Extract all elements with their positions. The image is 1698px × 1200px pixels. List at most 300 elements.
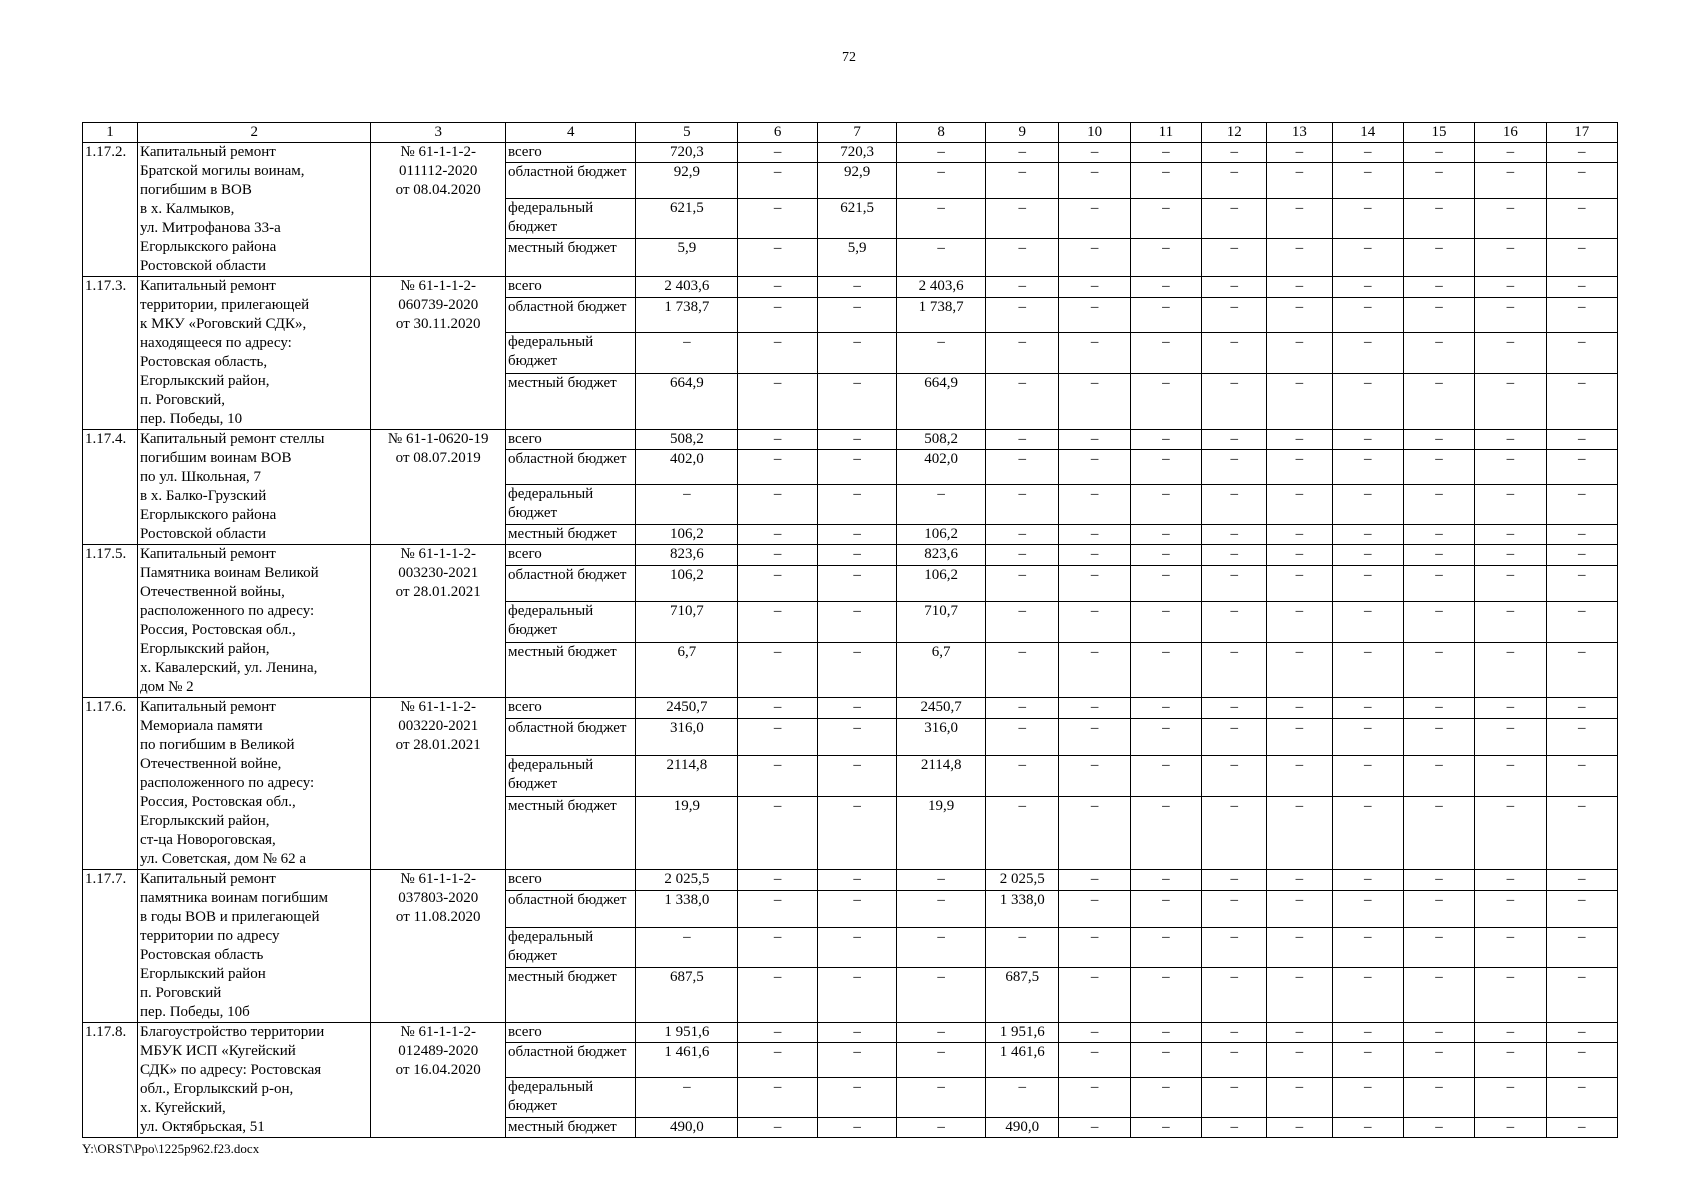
table-row	[83, 143, 1618, 163]
amount-cell: –	[1403, 1043, 1474, 1078]
amount-cell: –	[1059, 643, 1130, 698]
funding-source: местный бюджет	[505, 524, 635, 544]
amount-cell: –	[738, 719, 818, 756]
amount-cell: –	[1546, 373, 1617, 429]
amount-cell: –	[1546, 199, 1617, 239]
amount-cell: –	[1267, 450, 1332, 485]
amount-cell: –	[986, 797, 1059, 870]
object-name-line: Отечественной войны,	[140, 584, 285, 600]
document-reference-line: № 61-1-0620-19	[387, 431, 489, 447]
object-name-line: Памятника воинам Великой	[140, 565, 319, 581]
document-reference-line: от 30.11.2020	[395, 316, 481, 332]
amount-cell: –	[1059, 797, 1130, 870]
object-name-line: Капитальный ремонт	[140, 871, 276, 887]
amount-cell: –	[1130, 239, 1201, 277]
amount-cell: –	[1059, 756, 1130, 797]
amount-cell: –	[1475, 163, 1546, 199]
amount-cell: –	[897, 927, 986, 968]
amount-cell: –	[1546, 890, 1617, 927]
table-row	[83, 1023, 1618, 1043]
object-name-line: по погибшим в Великой	[140, 737, 295, 753]
amount-cell: –	[1332, 373, 1403, 429]
amount-cell: –	[1059, 545, 1130, 566]
amount-cell: –	[897, 968, 986, 1023]
amount-cell: –	[817, 1023, 897, 1043]
amount-cell: –	[1267, 890, 1332, 927]
amount-cell: –	[738, 566, 818, 602]
amount-cell: –	[738, 430, 818, 450]
amount-cell: –	[817, 756, 897, 797]
document-reference	[371, 277, 506, 430]
amount-cell: –	[1202, 566, 1267, 602]
funding-source: местный бюджет	[505, 797, 635, 870]
amount-cell: –	[817, 601, 897, 642]
amount-cell: 823,6	[897, 545, 986, 566]
amount-cell: –	[986, 199, 1059, 239]
header-cell: 9	[986, 123, 1059, 143]
funding-source: местный бюджет	[505, 239, 635, 277]
amount-cell: –	[1267, 1023, 1332, 1043]
amount-cell: –	[1267, 199, 1332, 239]
amount-cell: –	[817, 698, 897, 719]
amount-cell: –	[1202, 524, 1267, 544]
object-name-line: Капитальный ремонт	[140, 144, 276, 160]
amount-cell: 1 738,7	[897, 297, 986, 333]
amount-cell: –	[817, 545, 897, 566]
header-cell: 15	[1403, 123, 1474, 143]
amount-cell: –	[1403, 890, 1474, 927]
amount-cell: –	[1130, 1078, 1201, 1117]
amount-cell: 106,2	[636, 524, 738, 544]
amount-cell: –	[986, 1078, 1059, 1117]
amount-cell: –	[986, 450, 1059, 485]
amount-cell: –	[738, 1043, 818, 1078]
document-reference-line: от 08.04.2020	[395, 182, 481, 198]
amount-cell: –	[1267, 870, 1332, 891]
amount-cell: –	[986, 601, 1059, 642]
amount-cell: –	[1267, 927, 1332, 968]
amount-cell: –	[1332, 890, 1403, 927]
amount-cell: –	[817, 797, 897, 870]
object-name-line: в годы ВОВ и прилегающей	[140, 909, 320, 925]
object-name-line: в х. Калмыков,	[140, 201, 235, 217]
object-name-line: Ростовской области	[140, 258, 266, 274]
amount-cell: –	[1403, 698, 1474, 719]
amount-cell: –	[1546, 297, 1617, 333]
document-reference-line: от 11.08.2020	[395, 909, 481, 925]
object-name-line: Капитальный ремонт стеллы	[140, 431, 325, 447]
funding-source: федеральный бюджет	[505, 333, 635, 373]
amount-cell: –	[1130, 719, 1201, 756]
object-name-line: п. Роговский,	[140, 392, 226, 408]
amount-cell: –	[1059, 333, 1130, 373]
amount-cell: –	[1403, 968, 1474, 1023]
amount-cell: –	[817, 643, 897, 698]
document-reference-line: № 61-1-1-2-	[400, 871, 476, 887]
funding-source: областной бюджет	[505, 163, 635, 199]
object-name-line: обл., Егорлыкский р-он,	[140, 1081, 294, 1097]
amount-cell: –	[1059, 430, 1130, 450]
amount-cell: –	[817, 524, 897, 544]
amount-cell: –	[738, 890, 818, 927]
amount-cell: –	[897, 333, 986, 373]
document-reference-line: № 61-1-1-2-	[400, 699, 476, 715]
amount-cell: –	[1546, 1043, 1617, 1078]
amount-cell: –	[1059, 890, 1130, 927]
document-reference-line: 011112-2020	[399, 163, 478, 179]
item-number: 1.17.5.	[83, 545, 138, 698]
object-name-line: ул. Советская, дом № 62 а	[140, 851, 307, 867]
amount-cell: 720,3	[636, 143, 738, 163]
object-name	[138, 698, 371, 870]
amount-cell: 316,0	[897, 719, 986, 756]
amount-cell: –	[986, 927, 1059, 968]
amount-cell: –	[1267, 698, 1332, 719]
object-name-line: ст-ца Новороговская,	[140, 832, 276, 848]
amount-cell: –	[738, 373, 818, 429]
amount-cell: –	[1267, 756, 1332, 797]
object-name-line: п. Роговский	[140, 985, 222, 1001]
funding-source: федеральный бюджет	[505, 199, 635, 239]
funding-source: областной бюджет	[505, 450, 635, 485]
amount-cell: –	[1130, 870, 1201, 891]
header-cell: 3	[371, 123, 506, 143]
document-reference-line: 003230-2021	[398, 565, 479, 581]
amount-cell: –	[1202, 239, 1267, 277]
amount-cell: –	[1202, 1023, 1267, 1043]
amount-cell: –	[738, 199, 818, 239]
amount-cell: –	[636, 333, 738, 373]
object-name-line: Ростовская область,	[140, 354, 268, 370]
amount-cell: –	[1475, 333, 1546, 373]
amount-cell: –	[897, 870, 986, 891]
object-name-line: Капитальный ремонт	[140, 546, 276, 562]
amount-cell: –	[986, 566, 1059, 602]
funding-source: всего	[505, 545, 635, 566]
amount-cell: –	[1403, 870, 1474, 891]
amount-cell: –	[738, 1078, 818, 1117]
amount-cell: 1 461,6	[986, 1043, 1059, 1078]
amount-cell: 490,0	[636, 1117, 738, 1137]
document-reference	[371, 1023, 506, 1138]
amount-cell: –	[817, 485, 897, 524]
object-name-line: к МКУ «Роговский СДК»,	[140, 316, 307, 332]
object-name-line: Ростовская область	[140, 947, 264, 963]
amount-cell: –	[738, 485, 818, 524]
amount-cell: 710,7	[636, 601, 738, 642]
amount-cell: –	[817, 277, 897, 298]
object-name-line: Россия, Ростовская обл.,	[140, 794, 296, 810]
amount-cell: –	[986, 297, 1059, 333]
amount-cell: –	[1059, 373, 1130, 429]
object-name	[138, 143, 371, 277]
amount-cell: –	[1403, 199, 1474, 239]
object-name-line: пер. Победы, 10	[140, 411, 243, 427]
document-reference-line: от 28.01.2021	[395, 737, 481, 753]
amount-cell: –	[1267, 545, 1332, 566]
amount-cell: 1 951,6	[986, 1023, 1059, 1043]
amount-cell: –	[897, 163, 986, 199]
amount-cell: –	[1332, 756, 1403, 797]
amount-cell: –	[1059, 698, 1130, 719]
funding-source: областной бюджет	[505, 297, 635, 333]
header-cell: 1	[83, 123, 138, 143]
amount-cell: –	[986, 333, 1059, 373]
amount-cell: –	[1403, 719, 1474, 756]
amount-cell: –	[1546, 601, 1617, 642]
amount-cell: –	[738, 1117, 818, 1137]
amount-cell: –	[1475, 1117, 1546, 1137]
object-name-line: пер. Победы, 10б	[140, 1004, 250, 1020]
amount-cell: –	[1130, 566, 1201, 602]
amount-cell: –	[1546, 545, 1617, 566]
amount-cell: –	[1202, 890, 1267, 927]
amount-cell: –	[1202, 430, 1267, 450]
amount-cell: –	[1059, 1078, 1130, 1117]
amount-cell: –	[1267, 373, 1332, 429]
amount-cell: –	[1202, 870, 1267, 891]
amount-cell: –	[738, 797, 818, 870]
document-reference	[371, 430, 506, 545]
amount-cell: –	[738, 968, 818, 1023]
amount-cell: –	[1332, 485, 1403, 524]
amount-cell: –	[1475, 450, 1546, 485]
object-name-line: ул. Митрофанова 33-а	[140, 220, 281, 236]
amount-cell: 2 403,6	[636, 277, 738, 298]
object-name-line: Капитальный ремонт	[140, 699, 276, 715]
amount-cell: –	[817, 450, 897, 485]
amount-cell: –	[1403, 297, 1474, 333]
table-row	[83, 870, 1618, 891]
amount-cell: –	[1403, 1117, 1474, 1137]
amount-cell: –	[636, 485, 738, 524]
amount-cell: –	[1059, 485, 1130, 524]
amount-cell: –	[1202, 545, 1267, 566]
amount-cell: –	[1267, 566, 1332, 602]
amount-cell: –	[986, 239, 1059, 277]
amount-cell: –	[1546, 756, 1617, 797]
document-reference-line: от 08.07.2019	[395, 450, 481, 466]
amount-cell: –	[1202, 333, 1267, 373]
amount-cell: 508,2	[897, 430, 986, 450]
amount-cell: –	[1475, 643, 1546, 698]
amount-cell: –	[1546, 524, 1617, 544]
amount-cell: –	[1059, 297, 1130, 333]
amount-cell: –	[1130, 485, 1201, 524]
amount-cell: –	[1059, 524, 1130, 544]
header-cell: 12	[1202, 123, 1267, 143]
table-row	[83, 430, 1618, 450]
amount-cell: –	[1332, 430, 1403, 450]
amount-cell: –	[1130, 1043, 1201, 1078]
amount-cell: –	[1130, 756, 1201, 797]
amount-cell: 92,9	[636, 163, 738, 199]
amount-cell: –	[1332, 297, 1403, 333]
amount-cell: –	[1130, 143, 1201, 163]
amount-cell: –	[986, 719, 1059, 756]
amount-cell: –	[1059, 199, 1130, 239]
object-name-line: Благоустройство территории	[140, 1024, 325, 1040]
amount-cell: –	[1475, 698, 1546, 719]
amount-cell: –	[986, 524, 1059, 544]
header-cell: 8	[897, 123, 986, 143]
amount-cell: 823,6	[636, 545, 738, 566]
funding-source: местный бюджет	[505, 968, 635, 1023]
amount-cell: –	[738, 756, 818, 797]
item-number: 1.17.6.	[83, 698, 138, 870]
amount-cell: –	[738, 333, 818, 373]
amount-cell: –	[1546, 277, 1617, 298]
amount-cell: –	[1332, 719, 1403, 756]
object-name-line: Мемориала памяти	[140, 718, 263, 734]
amount-cell: –	[1546, 430, 1617, 450]
amount-cell: 687,5	[636, 968, 738, 1023]
amount-cell: –	[1130, 524, 1201, 544]
amount-cell: –	[1403, 430, 1474, 450]
amount-cell: –	[1059, 450, 1130, 485]
amount-cell: –	[1202, 277, 1267, 298]
amount-cell: –	[1403, 143, 1474, 163]
amount-cell: –	[817, 333, 897, 373]
budget-table	[82, 122, 1618, 1138]
amount-cell: –	[738, 643, 818, 698]
amount-cell: 664,9	[636, 373, 738, 429]
amount-cell: –	[1202, 1117, 1267, 1137]
amount-cell: –	[1403, 485, 1474, 524]
amount-cell: –	[1130, 373, 1201, 429]
amount-cell: –	[1130, 297, 1201, 333]
amount-cell: –	[1202, 199, 1267, 239]
header-row	[83, 123, 1618, 143]
amount-cell: –	[1475, 485, 1546, 524]
amount-cell: –	[986, 756, 1059, 797]
amount-cell: –	[1130, 333, 1201, 373]
table-row	[83, 698, 1618, 719]
amount-cell: 2 025,5	[986, 870, 1059, 891]
amount-cell: –	[817, 968, 897, 1023]
amount-cell: –	[738, 601, 818, 642]
funding-source: всего	[505, 277, 635, 298]
amount-cell: –	[1130, 890, 1201, 927]
amount-cell: –	[1267, 163, 1332, 199]
amount-cell: –	[1059, 1043, 1130, 1078]
amount-cell: –	[1546, 485, 1617, 524]
amount-cell: –	[817, 719, 897, 756]
amount-cell: –	[817, 566, 897, 602]
object-name-line: по ул. Школьная, 7	[140, 469, 262, 485]
amount-cell: –	[986, 373, 1059, 429]
amount-cell: –	[1475, 601, 1546, 642]
header-cell: 4	[505, 123, 635, 143]
table-row	[83, 277, 1618, 298]
amount-cell: 19,9	[897, 797, 986, 870]
amount-cell: –	[1475, 545, 1546, 566]
amount-cell: 720,3	[817, 143, 897, 163]
funding-source: областной бюджет	[505, 719, 635, 756]
amount-cell: –	[1475, 1078, 1546, 1117]
amount-cell: –	[897, 199, 986, 239]
amount-cell: –	[1267, 601, 1332, 642]
amount-cell: 6,7	[636, 643, 738, 698]
amount-cell: –	[1202, 1043, 1267, 1078]
amount-cell: –	[897, 1078, 986, 1117]
object-name-line: дом № 2	[140, 679, 194, 695]
header-cell: 10	[1059, 123, 1130, 143]
amount-cell: –	[1130, 601, 1201, 642]
funding-source: местный бюджет	[505, 643, 635, 698]
amount-cell: –	[1403, 545, 1474, 566]
amount-cell: –	[738, 1023, 818, 1043]
funding-source: местный бюджет	[505, 1117, 635, 1137]
amount-cell: –	[1267, 1043, 1332, 1078]
amount-cell: –	[1202, 485, 1267, 524]
amount-cell: –	[1332, 870, 1403, 891]
amount-cell: –	[1130, 199, 1201, 239]
object-name-line: территории, прилегающей	[140, 297, 310, 313]
amount-cell: –	[1332, 450, 1403, 485]
amount-cell: 2 403,6	[897, 277, 986, 298]
amount-cell: –	[1332, 545, 1403, 566]
amount-cell: –	[1267, 143, 1332, 163]
funding-source: всего	[505, 143, 635, 163]
object-name-line: Егорлыкский район	[140, 966, 266, 982]
object-name-line: ул. Октябрьская, 51	[140, 1119, 265, 1135]
funding-source: областной бюджет	[505, 566, 635, 602]
object-name-line: Егорлыкский район,	[140, 641, 270, 657]
amount-cell: –	[1332, 524, 1403, 544]
amount-cell: –	[1202, 450, 1267, 485]
amount-cell: –	[1267, 333, 1332, 373]
amount-cell: –	[1546, 1117, 1617, 1137]
amount-cell: –	[1202, 797, 1267, 870]
amount-cell: –	[1546, 698, 1617, 719]
item-number: 1.17.7.	[83, 870, 138, 1023]
amount-cell: 687,5	[986, 968, 1059, 1023]
amount-cell: –	[1546, 143, 1617, 163]
amount-cell: –	[986, 430, 1059, 450]
amount-cell: 106,2	[897, 566, 986, 602]
amount-cell: –	[1130, 643, 1201, 698]
amount-cell: –	[817, 430, 897, 450]
amount-cell: –	[1546, 450, 1617, 485]
document-reference-line: 003220-2021	[398, 718, 479, 734]
amount-cell: –	[1059, 143, 1130, 163]
amount-cell: –	[1202, 968, 1267, 1023]
amount-cell: –	[1130, 968, 1201, 1023]
amount-cell: –	[1332, 968, 1403, 1023]
object-name-line: Отечественной войне,	[140, 756, 282, 772]
object-name-line: находящееся по адресу:	[140, 335, 292, 351]
header-cell: 14	[1332, 123, 1403, 143]
amount-cell: –	[1403, 566, 1474, 602]
header-cell: 6	[738, 123, 818, 143]
amount-cell: –	[1130, 430, 1201, 450]
amount-cell: –	[1403, 601, 1474, 642]
amount-cell: –	[1202, 143, 1267, 163]
amount-cell: –	[1332, 698, 1403, 719]
document-reference-line: от 28.01.2021	[395, 584, 481, 600]
object-name-line: Егорлыкский район,	[140, 813, 270, 829]
amount-cell: –	[738, 870, 818, 891]
object-name-line: территории по адресу	[140, 928, 280, 944]
amount-cell: –	[1202, 297, 1267, 333]
amount-cell: –	[1130, 163, 1201, 199]
object-name-line: СДК» по адресу: Ростовская	[140, 1062, 322, 1078]
document-reference-line: от 16.04.2020	[395, 1062, 481, 1078]
amount-cell: –	[1332, 1117, 1403, 1137]
funding-source: всего	[505, 430, 635, 450]
object-name	[138, 545, 371, 698]
